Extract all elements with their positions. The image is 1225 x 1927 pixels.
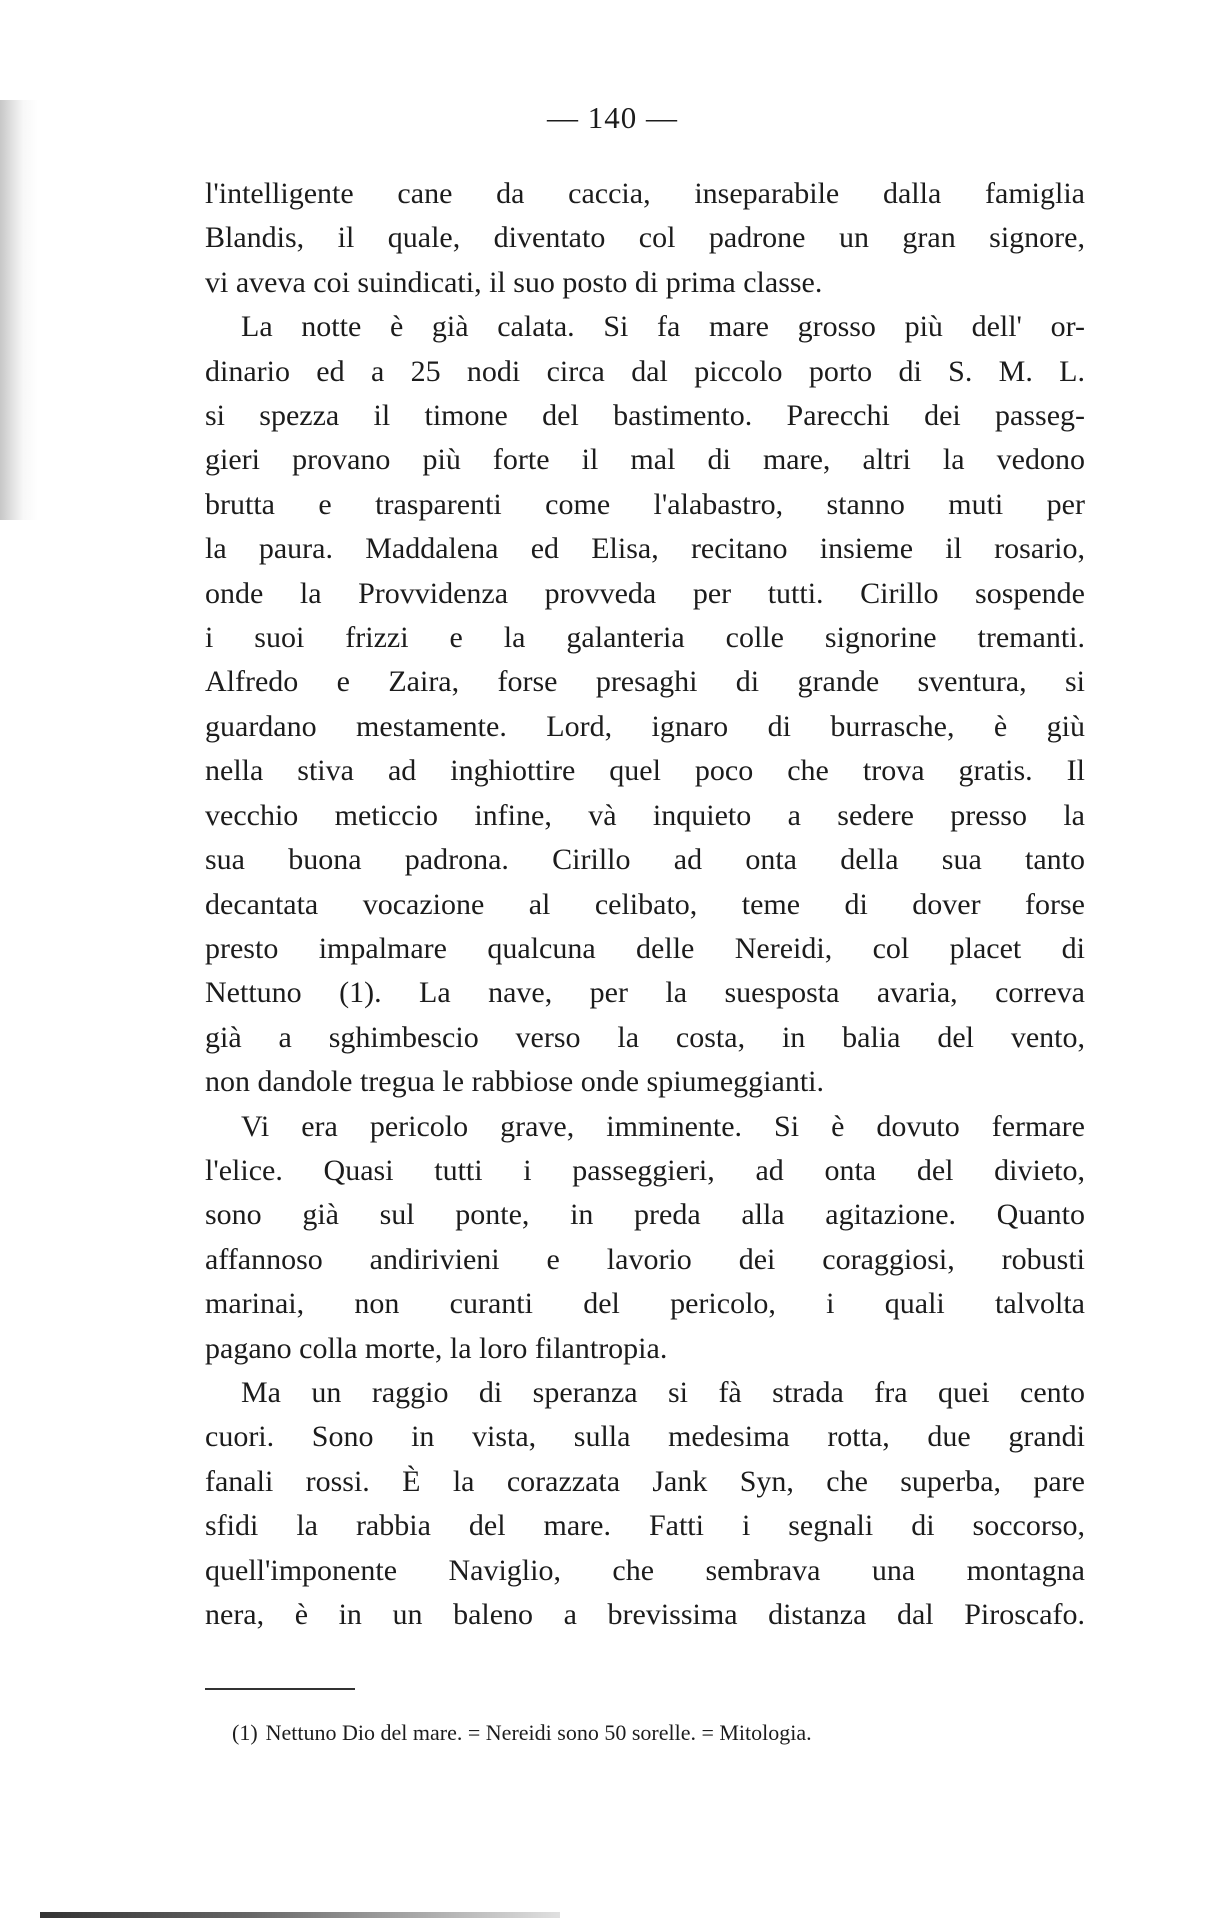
text-line: dinario ed a 25 nodi circa dal piccolo porto di S. M. L. [205,354,1085,388]
text-line: cuori. Sono in vista, sulla medesima rotta, due grandi [205,1420,1085,1454]
paragraph-2 [205,305,1085,1104]
text-line: sfidi la rabbia del mare. Fatti i segnali di soccorso, [205,1509,1085,1543]
text-line: Ma un raggio di speranza si fà strada fra quei cento [241,1375,1085,1409]
scan-shadow-edge [0,100,38,520]
text-line: guardano mestamente. Lord, ignaro di burrasche, è giù [205,709,1085,743]
text-line: Blandis, il quale, diventato col padrone un gran signore, [205,221,1085,255]
text-line: La notte è già calata. Si fa mare grosso più dell' or- [241,310,1085,344]
text-line: fanali rossi. È la corazzata Jank Syn, che superba, pare [205,1464,1085,1498]
text-line: i suoi frizzi e la galanteria colle signorine tremanti. [205,621,1085,655]
text-line: si spezza il timone del bastimento. Parecchi dei passeg- [205,399,1085,433]
text-line: quell'imponente Naviglio, che sembrava una montagna [205,1553,1085,1587]
text-line: nella stiva ad inghiottire quel poco che trova gratis. Il [205,754,1085,788]
text-line: già a sghimbescio verso la costa, in balia del vento, [205,1020,1085,1054]
text-line: non dandole tregua le rabbiose onde spiumeggianti. [205,1065,824,1099]
text-line: sono già sul ponte, in preda alla agitazione. Quanto [205,1198,1085,1232]
text-line: l'elice. Quasi tutti i passeggieri, ad onta del divieto, [205,1153,1085,1187]
text-line: decantata vocazione al celibato, teme di dover forse [205,887,1085,921]
paragraph-1 [205,172,1085,305]
text-line: gieri provano più forte il mal di mare, altri la vedono [205,443,1085,477]
page-body [205,172,1085,1637]
paragraph-3 [205,1105,1085,1371]
text-line: brutta e trasparenti come l'alabastro, stanno muti per [205,487,1085,521]
paragraph-4 [205,1371,1085,1637]
text-line: onde la Provvidenza provveda per tutti. Cirillo sospende [205,576,1085,610]
footnote [232,1720,1092,1746]
footnote-marker: (1) [232,1720,258,1745]
text-line: pagano colla morte, la loro filantropia. [205,1331,668,1365]
text-line: Nettuno (1). La nave, per la suesposta avaria, correva [205,976,1085,1010]
text-line: nera, è in un baleno a brevissima distanza dal Piroscafo. [205,1598,1085,1631]
text-line: presto impalmare qualcuna delle Nereidi, col placet di [205,931,1085,965]
text-line: Alfredo e Zaira, forse presaghi di grande sventura, si [205,665,1085,699]
text-line: affannoso andirivieni e lavorio dei coraggiosi, robusti [205,1242,1085,1276]
footnote-text: Nettuno Dio del mare. = Nereidi sono 50 sorelle. = Mitologia. [265,1720,812,1745]
text-line: marinai, non curanti del pericolo, i quali talvolta [205,1287,1085,1321]
text-line: l'intelligente cane da caccia, inseparabile dalla famiglia [205,177,1085,210]
scan-artifact-bar [40,1912,560,1918]
text-line: Vi era pericolo grave, imminente. Si è dovuto fermare [241,1109,1085,1143]
text-line: vi aveva coi suindicati, il suo posto di prima classe. [205,265,823,299]
text-line: sua buona padrona. Cirillo ad onta della sua tanto [205,843,1085,877]
page-number: — 140 — [547,100,678,135]
footnote-divider [205,1688,355,1690]
text-line: la paura. Maddalena ed Elisa, recitano insieme il rosario, [205,532,1085,566]
text-line: vecchio meticcio infine, và inquieto a sedere presso la [205,798,1085,832]
